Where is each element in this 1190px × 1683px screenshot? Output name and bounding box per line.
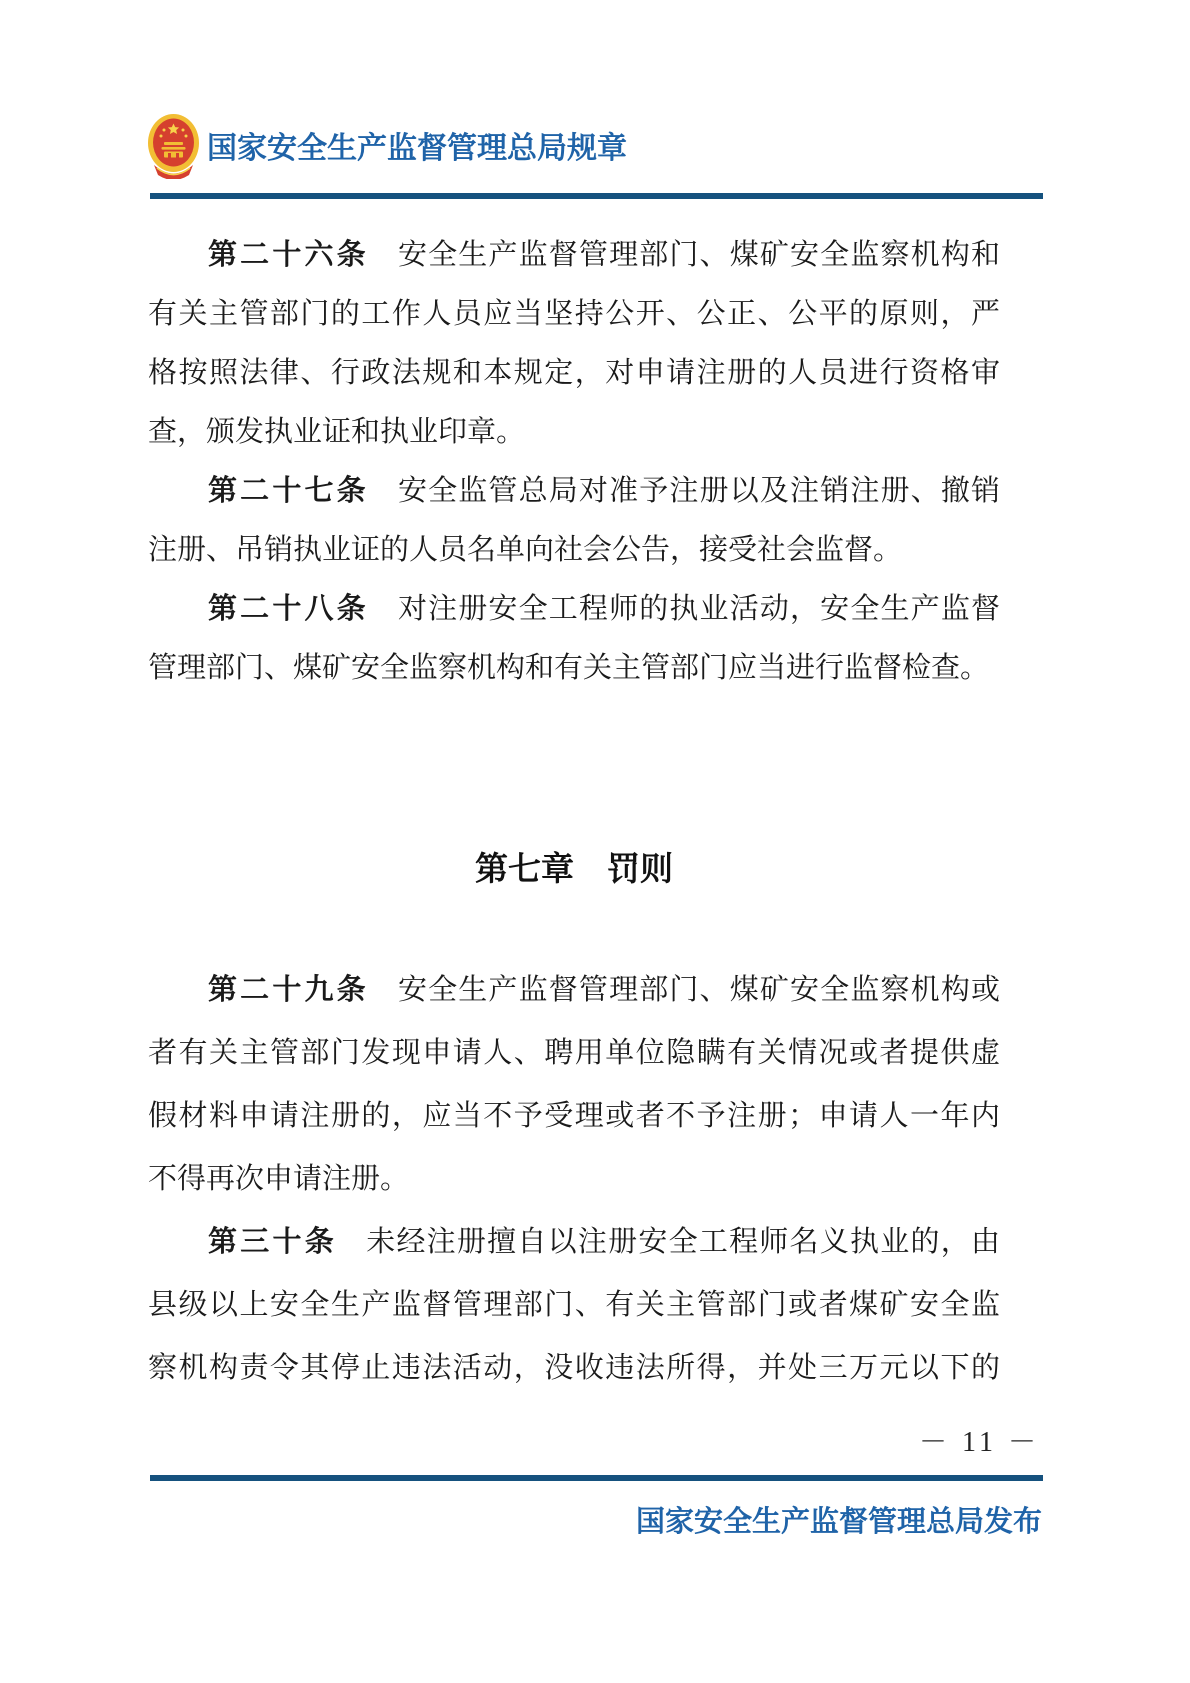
body-line xyxy=(148,344,1000,403)
line-text: 有关主管部门的工作人员应当坚持公开、公正、公平的原则，严 xyxy=(148,298,1000,330)
body-line xyxy=(148,580,1000,639)
header-divider-line xyxy=(150,193,1043,199)
body-line xyxy=(148,1211,1000,1274)
line-text: 对注册安全工程师的执业活动，安全生产监督 xyxy=(396,593,1000,625)
line-text: 察机构责令其停止违法活动，没收违法所得，并处三万元以下的 xyxy=(148,1352,1000,1384)
body-line xyxy=(148,226,1000,285)
articles-block-1 xyxy=(148,226,1000,698)
line-text: 格按照法律、行政法规和本规定，对申请注册的人员进行资格审 xyxy=(148,357,1000,389)
line-text: 假材料申请注册的，应当不予受理或者不予注册；申请人一年内 xyxy=(148,1100,1000,1132)
body-line xyxy=(148,639,1000,698)
line-text: 县级以上安全生产监督管理部门、有关主管部门或者煤矿安全监 xyxy=(148,1289,1000,1321)
body-line xyxy=(148,1337,1000,1400)
line-text: 安全生产监督管理部门、煤矿安全监察机构或 xyxy=(396,974,1000,1006)
line-text: 者有关主管部门发现申请人、聘用单位隐瞒有关情况或者提供虚 xyxy=(148,1037,1000,1069)
article-number: 第二十七条 xyxy=(208,475,369,507)
body-line xyxy=(148,521,1000,580)
line-text: 管理部门、煤矿安全监察机构和有关主管部门应当进行监督检查。 xyxy=(148,652,990,684)
article-number: 第二十九条 xyxy=(208,974,369,1006)
article-number: 第二十八条 xyxy=(208,593,369,625)
line-text: 注册、吊销执业证的人员名单向社会公告，接受社会监督。 xyxy=(148,534,903,566)
article-number: 第二十六条 xyxy=(208,239,369,271)
articles-block-2 xyxy=(148,959,1000,1400)
chapter-heading: 第七章 罚则 xyxy=(475,850,673,887)
line-text: 未经注册擅自以注册安全工程师名义执业的，由 xyxy=(364,1226,1000,1258)
page-number: － 11 － xyxy=(919,1427,1040,1458)
line-text: 查，颁发执业证和执业印章。 xyxy=(148,416,526,448)
china-national-emblem-icon xyxy=(147,112,200,179)
body-line xyxy=(148,403,1000,462)
body-line xyxy=(148,1022,1000,1085)
article-number: 第三十条 xyxy=(208,1226,337,1258)
body-line xyxy=(148,285,1000,344)
line-text: 不得再次申请注册。 xyxy=(148,1163,410,1195)
body-line xyxy=(148,959,1000,1022)
line-text: 安全生产监督管理部门、煤矿安全监察机构和 xyxy=(396,239,1000,271)
line-text: 安全监管总局对准予注册以及注销注册、撤销 xyxy=(396,475,1000,507)
page-header-title: 国家安全生产监督管理总局规章 xyxy=(207,132,627,165)
body-line xyxy=(148,1085,1000,1148)
body-line xyxy=(148,1274,1000,1337)
footer-publisher: 国家安全生产监督管理总局发布 xyxy=(635,1506,1042,1538)
body-line xyxy=(148,1148,1000,1211)
body-line xyxy=(148,462,1000,521)
footer-divider-line xyxy=(150,1475,1043,1481)
